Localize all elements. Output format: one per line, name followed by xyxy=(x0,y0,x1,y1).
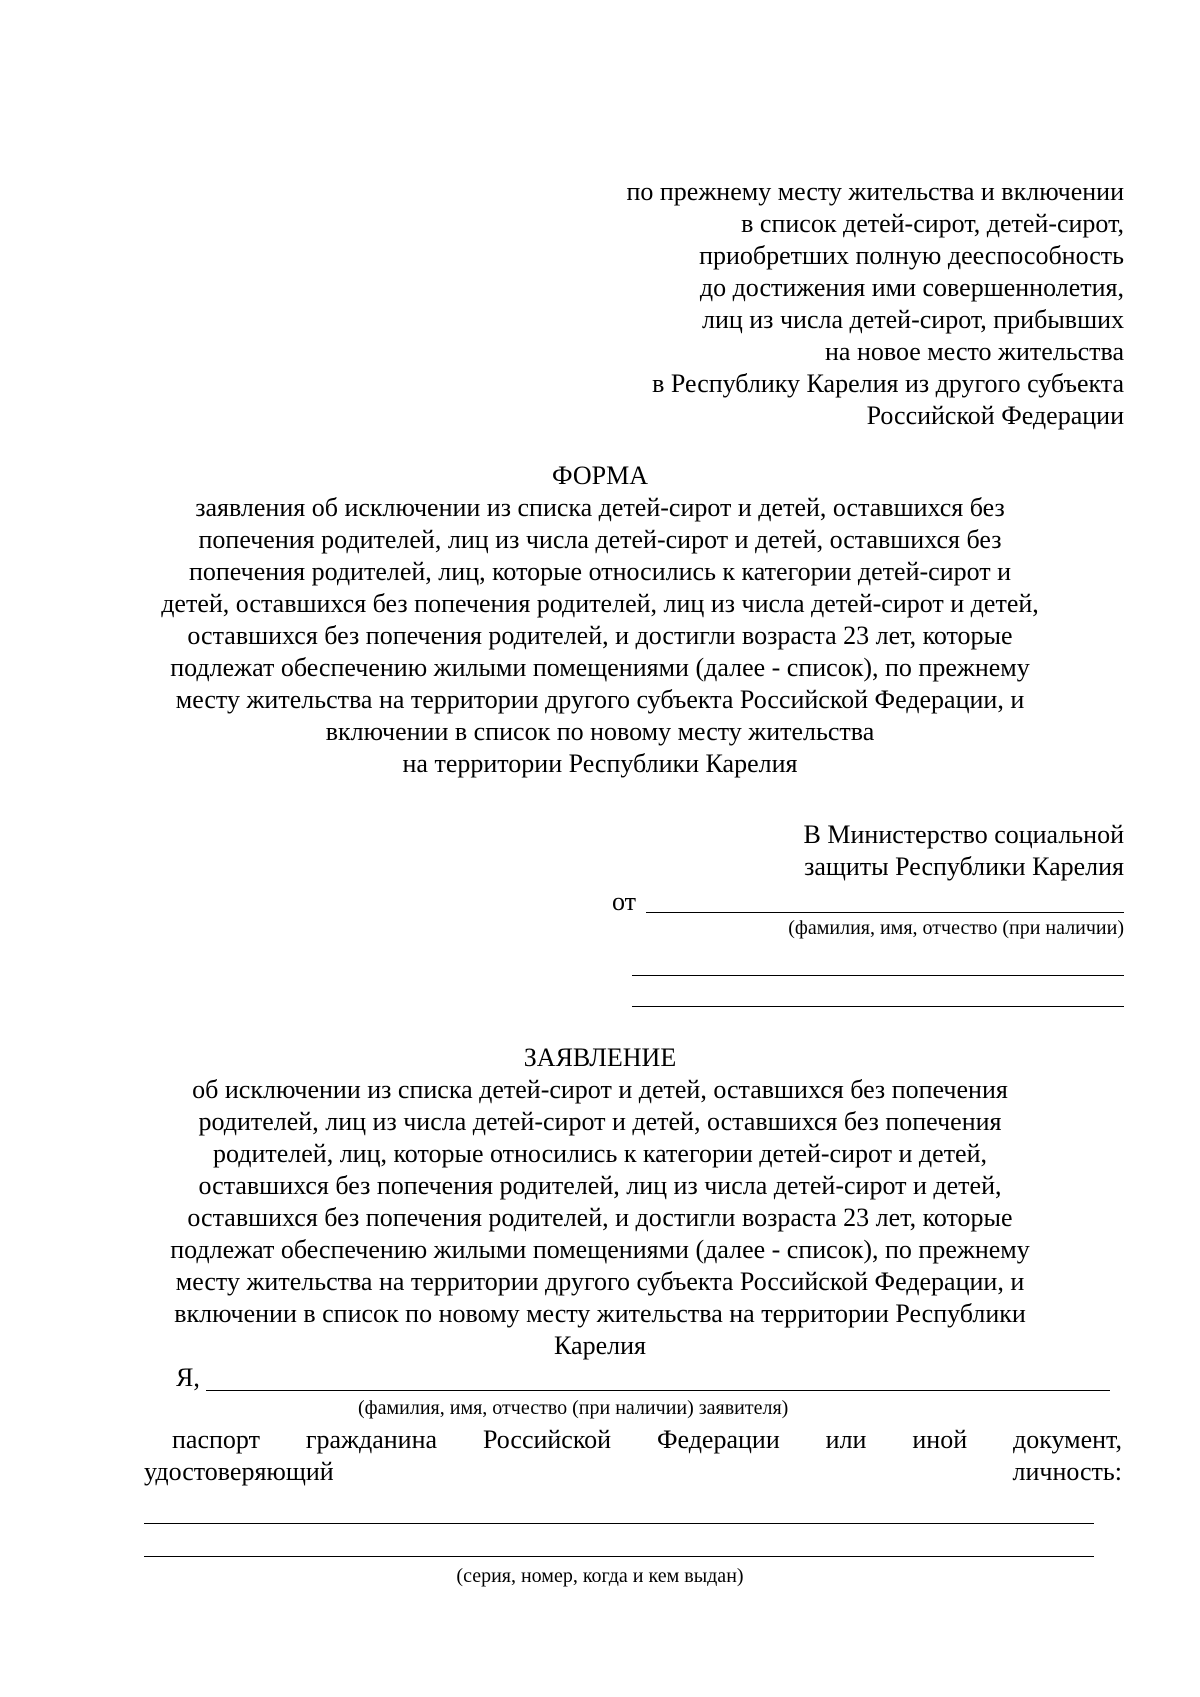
passport-word: гражданина xyxy=(305,1425,438,1454)
from-label: от xyxy=(612,887,637,916)
id-right-word: личность: xyxy=(1012,1457,1122,1486)
form-title-line: попечения родителей, лиц, которые относились к категории детей-сирот и xyxy=(188,557,1012,586)
form-title-line: детей, оставшихся без попечения родителей, лиц из числа детей-сирот и детей, xyxy=(161,589,1039,618)
statement-line: месту жительства на территории другого субъекта Российской Федерации, и xyxy=(175,1267,1025,1296)
passport-word: Федерации xyxy=(656,1425,780,1454)
id-left-word: удостоверяющий xyxy=(144,1457,334,1486)
passport-word: документ, xyxy=(1013,1425,1122,1454)
form-title-line: месту жительства на территории другого субъекта Российской Федерации, и xyxy=(175,685,1025,714)
header-line: в список детей-сирот, детей-сирот, xyxy=(741,209,1124,238)
form-title-block xyxy=(120,460,1080,780)
passport-word: паспорт xyxy=(172,1425,260,1454)
statement-block xyxy=(120,1042,1080,1362)
header-line: по прежнему месту жительства и включении xyxy=(626,177,1124,206)
form-title-line: на территории Республики Карелия xyxy=(402,749,798,778)
passport-caption: (серия, номер, когда и кем выдан) xyxy=(456,1565,744,1587)
form-title-line: подлежат обеспечению жилыми помещениями (далее - список), по прежнему xyxy=(170,653,1030,682)
addressee-line: В Министерство социальной xyxy=(803,820,1124,849)
form-title-line: попечения родителей, лиц из числа детей-сирот и детей, оставшихся без xyxy=(198,525,1002,554)
from-caption: (фамилия, имя, отчество (при наличии) xyxy=(788,917,1124,939)
statement-line: оставшихся без попечения родителей, лиц из числа детей-сирот и детей, xyxy=(198,1171,1002,1200)
header-line: приобретших полную дееспособность xyxy=(699,241,1124,270)
header-line: в Республику Карелия из другого субъекта xyxy=(652,369,1124,398)
passport-word: иной xyxy=(912,1425,968,1454)
statement-line: Карелия xyxy=(554,1331,646,1360)
form-heading: ФОРМА xyxy=(552,461,648,490)
passport-field-2[interactable] xyxy=(144,1556,1094,1557)
form-title-line: оставшихся без попечения родителей, и достигли возраста 23 лет, которые xyxy=(187,621,1013,650)
header-block xyxy=(480,176,1124,432)
statement-line: родителей, лиц из числа детей-сирот и детей, оставшихся без попечения xyxy=(198,1107,1002,1136)
passport-field-1[interactable] xyxy=(144,1523,1094,1524)
passport-line xyxy=(172,1424,1122,1456)
passport-word: или xyxy=(825,1425,867,1454)
form-title-line: включении в список по новому месту жительства xyxy=(325,717,875,746)
i-label: Я, xyxy=(176,1363,200,1392)
from-extra-field-2[interactable] xyxy=(632,1006,1124,1007)
statement-heading: ЗАЯВЛЕНИЕ xyxy=(523,1043,677,1072)
passport-word: Российской xyxy=(482,1425,612,1454)
header-line: Российской Федерации xyxy=(866,401,1124,430)
header-line: на новое место жительства xyxy=(824,337,1124,366)
statement-line: об исключении из списка детей-сирот и детей, оставшихся без попечения xyxy=(192,1075,1008,1104)
id-line xyxy=(144,1456,1122,1488)
form-title-line: заявления об исключении из списка детей-сирот и детей, оставшихся без xyxy=(195,493,1005,522)
addressee-block xyxy=(700,819,1124,883)
applicant-name-field[interactable] xyxy=(206,1390,1110,1391)
applicant-name-caption: (фамилия, имя, отчество (при наличии) заявителя) xyxy=(358,1397,789,1419)
addressee-line: защиты Республики Карелия xyxy=(804,852,1124,881)
from-extra-field-1[interactable] xyxy=(632,975,1124,976)
header-line: до достижения ими совершеннолетия, xyxy=(699,273,1124,302)
statement-line: включении в список по новому месту жительства на территории Республики xyxy=(174,1299,1026,1328)
statement-line: подлежат обеспечению жилыми помещениями (далее - список), по прежнему xyxy=(170,1235,1030,1264)
statement-line: родителей, лиц, которые относились к категории детей-сирот и детей, xyxy=(212,1139,988,1168)
header-line: лиц из числа детей-сирот, прибывших xyxy=(701,305,1124,334)
statement-line: оставшихся без попечения родителей, и достигли возраста 23 лет, которые xyxy=(187,1203,1013,1232)
from-name-field[interactable] xyxy=(646,912,1124,913)
